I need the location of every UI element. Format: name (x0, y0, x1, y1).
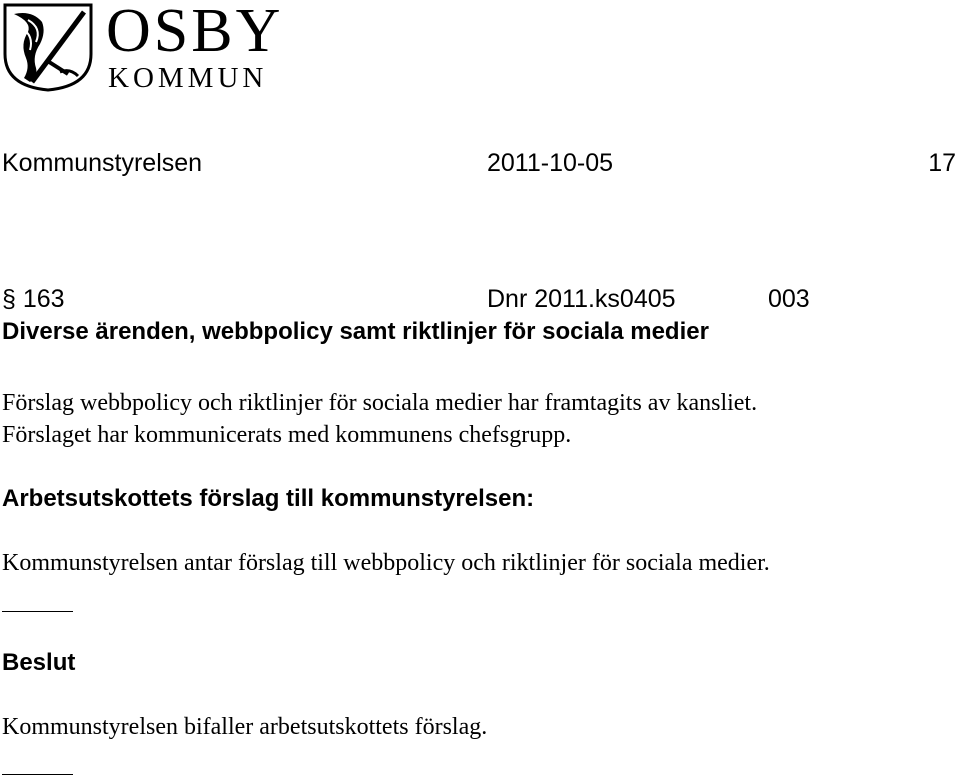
section-divider (2, 774, 73, 775)
osby-coat-of-arms-icon (2, 2, 94, 92)
logo-subtitle: KOMMUN (108, 62, 268, 94)
decision-heading: Beslut (2, 649, 76, 676)
item-title: Diverse ärenden, webbpolicy samt riktlinjer för sociala medier (2, 318, 709, 345)
diary-number: Dnr 2011.ks0405 (487, 285, 676, 313)
decision-text: Kommunstyrelsen bifaller arbetsutskottets förslag. (2, 714, 488, 740)
proposal-text: Kommunstyrelsen antar förslag till webbpolicy och riktlinjer för sociala medier. (2, 550, 770, 576)
header-date: 2011-10-05 (487, 149, 614, 177)
paragraph-number: § 163 (2, 285, 65, 313)
description-line-1: Förslag webbpolicy och riktlinjer för sociala medier har framtagits av kansliet. (2, 390, 758, 416)
page-number: 17 (928, 149, 956, 177)
committee-proposal-heading: Arbetsutskottets förslag till kommunstyrelsen: (2, 485, 535, 512)
case-code: 003 (768, 285, 810, 313)
logo-wordmark: OSBY (106, 0, 284, 65)
description-line-2: Förslaget har kommunicerats med kommunens chefsgrupp. (2, 422, 572, 448)
header-organization: Kommunstyrelsen (2, 149, 203, 177)
section-divider (2, 611, 73, 612)
